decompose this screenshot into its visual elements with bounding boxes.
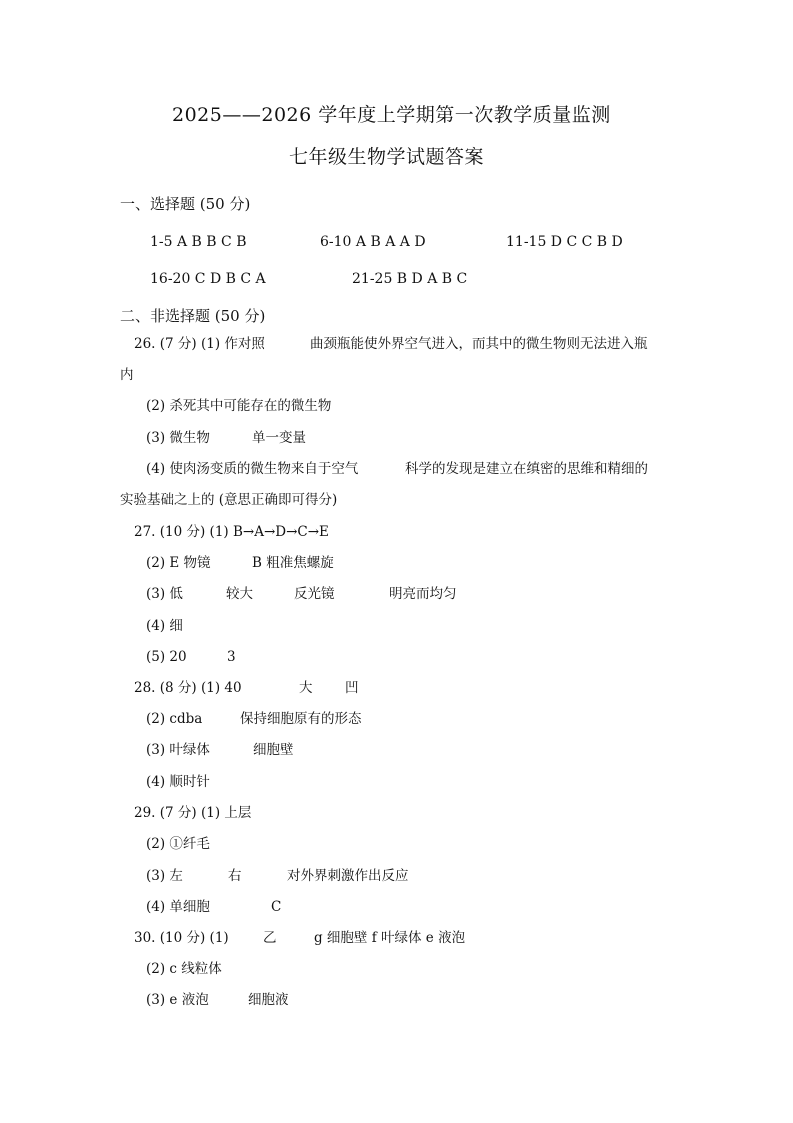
- answer-text: 较大: [226, 586, 253, 602]
- answer-text: 保持细胞原有的形态: [240, 711, 362, 727]
- answer-text: 大: [299, 680, 313, 696]
- answer-text: (5) 20: [146, 649, 187, 665]
- answer-text: (4) 使肉汤变质的微生物来自于空气: [146, 461, 359, 477]
- section-heading-nonchoice: 二、非选择题 (50 分): [120, 307, 266, 325]
- answer-text: (3) 低: [146, 586, 183, 602]
- answer-text: 明亮而均匀: [389, 586, 457, 602]
- answer-text: C: [271, 899, 282, 915]
- answer-group: 6-10 A B A A D: [320, 234, 426, 250]
- q27-line: 27. (10 分) (1) B→A→D→C→E: [134, 524, 329, 540]
- answer-text: 乙: [263, 930, 277, 946]
- q29-line: (2) ①纤毛: [146, 836, 210, 852]
- answer-text: (3) 叶绿体: [146, 742, 210, 758]
- answer-text: B 粗准焦螺旋: [252, 555, 334, 571]
- answer-text: 细胞液: [248, 992, 289, 1008]
- page-title: 2025——2026 学年度上学期第一次教学质量监测: [172, 104, 611, 126]
- answer-text: 反光镜: [294, 586, 335, 602]
- answer-text: 30. (10 分) (1): [134, 930, 229, 946]
- answer-text: (2) E 物镜: [146, 555, 211, 571]
- answer-text: 科学的发现是建立在缜密的思维和精细的: [405, 461, 648, 477]
- answer-text: 单一变量: [252, 430, 306, 446]
- q30-line: (2) c 线粒体: [146, 961, 222, 977]
- q29-line: 29. (7 分) (1) 上层: [134, 805, 252, 821]
- answer-text: (2) cdba: [146, 711, 203, 727]
- answer-text: 3: [227, 649, 236, 665]
- page-subtitle: 七年级生物学试题答案: [289, 146, 485, 168]
- answer-text: 细胞壁: [253, 742, 294, 758]
- answer-text: 右: [228, 868, 242, 884]
- answer-group: 11-15 D C C B D: [506, 234, 623, 250]
- answer-text: 曲颈瓶能使外界空气进入，而其中的微生物则无法进入瓶: [310, 336, 648, 352]
- answer-group: 21-25 B D A B C: [352, 271, 468, 287]
- answer-text: 28. (8 分) (1) 40: [134, 680, 242, 696]
- section-heading-choice: 一、选择题 (50 分): [120, 195, 251, 213]
- answer-text: g 细胞壁 f 叶绿体 e 液泡: [314, 930, 466, 946]
- q26-line: 内: [120, 367, 134, 383]
- answer-text: 对外界刺激作出反应: [287, 868, 409, 884]
- q27-line: (4) 细: [146, 618, 183, 634]
- answer-text: (3) 左: [146, 868, 183, 884]
- q28-line: (4) 顺时针: [146, 774, 210, 790]
- answer-text: (3) 微生物: [146, 430, 210, 446]
- q26-line: 实验基础之上的 (意思正确即可得分): [120, 492, 338, 508]
- answer-text: (4) 单细胞: [146, 899, 210, 915]
- answer-text: 凹: [345, 680, 359, 696]
- answer-text: (3) e 液泡: [146, 992, 209, 1008]
- q26-line: (2) 杀死其中可能存在的微生物: [146, 398, 332, 414]
- answer-text: 26. (7 分) (1) 作对照: [134, 336, 265, 352]
- answer-group: 1-5 A B B C B: [150, 234, 247, 250]
- answer-group: 16-20 C D B C A: [150, 271, 266, 287]
